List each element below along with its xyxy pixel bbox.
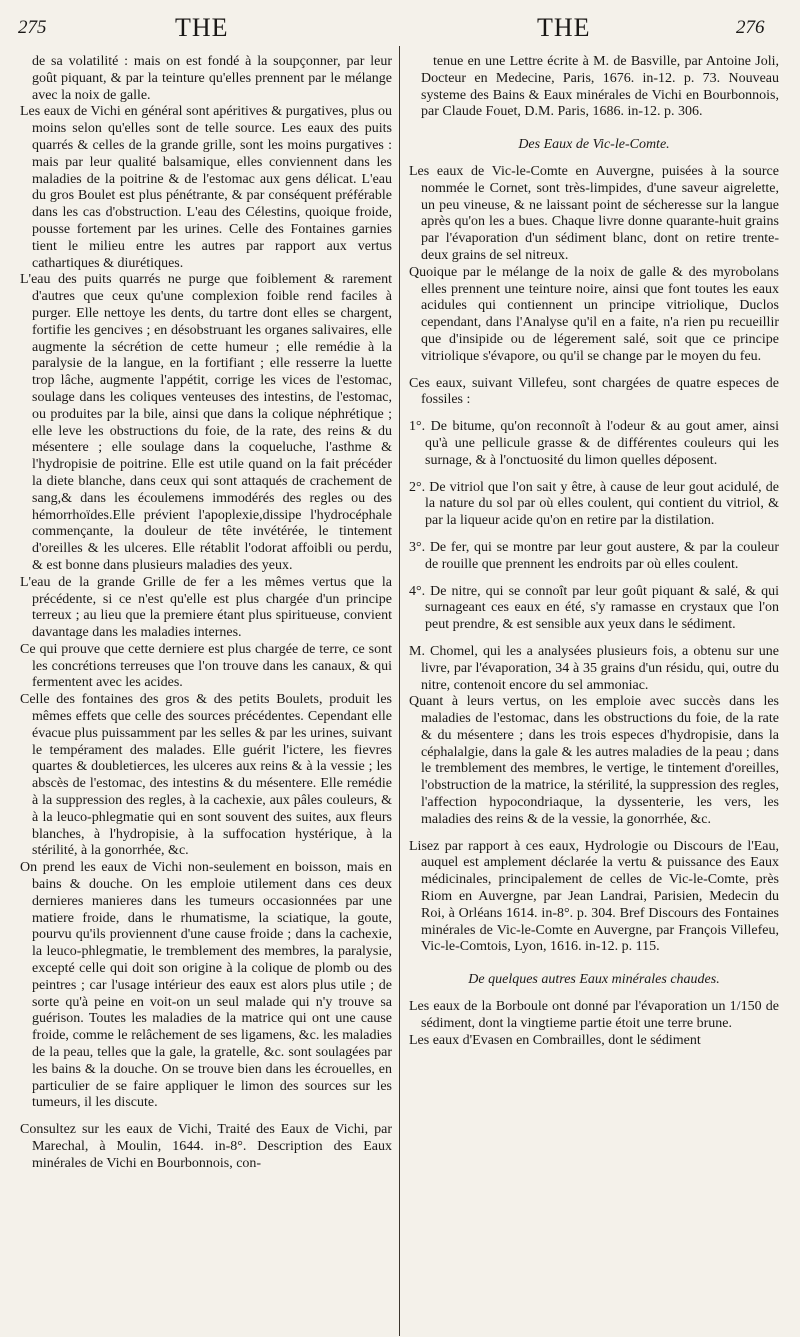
- right-paragraph: Les eaux d'Evasen en Combrailles, dont le sédiment: [409, 1032, 701, 1048]
- left-paragraph: Les eaux de Vichi en général sont apéritives & purgatives, plus ou moins selon qu'elles sont de telle source. Les eaux des puits quarrés & celles de la grande grille, sont les moins purgatives : mais par leur qualité balsamique, elles conviennent dans les maladies de la poitrine & de l'estomac aux gens délicat. L'eau du gros Boulet est plus pénétrante, & par conséquent préférable dans les cas d'obstruction. L'eau des Célestins, quoique froide, pousse fortement par les urines. Celle des Fontaines garnies tient le milieu entre les autres par rapport aux vertus cathartiques & diurétiques.: [20, 104, 392, 271]
- right-column: [409, 54, 779, 1049]
- right-paragraph: Ces eaux, suivant Villefeu, sont chargées de quatre especes de fossiles :: [409, 375, 779, 408]
- column-divider: [399, 46, 400, 1336]
- numbered-item: 1°. De bitume, qu'on reconnoît à l'odeur & au gout amer, ainsi qu'à une pellicule grasse & de différentes couleurs qui les surnage, & à l'onctuosité du limon quelles déposent.: [409, 419, 779, 468]
- right-running-title: THE: [537, 13, 591, 42]
- right-paragraph: Quoique par le mélange de la noix de galle & des myrobolans elles prennent une teinture noire, ainsi que font toutes les eaux acidules qui contiennent un principe vitriolique, Duclos cependant, dans l'Analyse qu'il en a faite, n'a rien pu recueillir que d'insipide ou de légerement salé, soit que ce principe vitriolique s'évapore, ou qu'il se change par le moyen du feu.: [409, 264, 779, 364]
- left-page-number: 275: [18, 17, 47, 38]
- left-paragraph: de sa volatilité : mais on est fondé à la soupçonner, par leur goût piquant, & par la teinture qu'elles prennent par le mélange avec la noix de galle.: [32, 54, 392, 103]
- left-paragraph: L'eau de la grande Grille de fer a les mêmes vertus que la précédente, si ce n'est qu'elle est plus chargée d'un principe terreux ; au lieu que la premiere étant plus spiritueuse, convient davantage dans les maladies internes.: [20, 574, 392, 641]
- left-paragraph: On prend les eaux de Vichi non-seulement en boisson, mais en bains & douche. On les emploie utilement dans ces deux dernieres manieres dans les tumeurs occasionnées par une matiere froide, dans le rhumatisme, la sciatique, la goute, pourvu qu'ils proviennent d'une cause froide ; dans la cachexie, la leuco-phlegmatie, le tremblement des membres, la paralysie, excepté celle qui doit son origine à la colique de plomb ou des peintres ; car l'usage intérieur des eaux est alors plus utile ; de sorte qu'à peine en voit-on un seul malade qui n'y trouve sa guérison. Toutes les maladies de la matrice qui ont une cause froide, comme le relâchement de ses ligamens, &c. les maladies de la peau, telles que la gale, la gratelle, &c. sont soulagées par les bains & la douche. On se trouve bien dans les écrouelles, en particulier de se faire appliquer le limon des sources sur les tumeurs, il les discute.: [20, 860, 392, 1111]
- left-running-title: THE: [175, 13, 229, 42]
- right-references: Lisez par rapport à ces eaux, Hydrologie ou Discours de l'Eau, auquel est amplement déclarée la vertu & puissance des Eaux médicinales, principalement de celles de Vic-le-Comte, près Riom en Auvergne, par Jean Landrai, Parisien, Medecin du Roi, à Orléans 1614. in-8°. p. 304. Bref Discours des Fontaines minérales de Vic-le-Comte en Auvergne, par François Villefeu, Vic-le-Comtois, Lyon, 1616. in-12. p. 115.: [409, 838, 779, 955]
- left-paragraph: Celle des fontaines des gros & des petits Boulets, produit les mêmes effets que celle des sources précédentes. Cependant elle évacue plus puissamment par les selles & par les urines, suivant le tempérament des malades. Elle guérit l'ictere, les fievres quartes & doubletierces, les ulceres aux reins & à la vessie ; les abscès de l'estomac, des intestins & du mésentere. Elle remédie à la suppression des regles, à la cachexie, aux pâles couleurs, & à la leuco-phlegmatie qui en sont souvent des suites, aux fleurs blanches, à l'hydropisie, à la suffocation hystérique, à la stérilité, à la gonorrhée, &c.: [20, 692, 392, 859]
- right-paragraph: Les eaux de Vic-le-Comte en Auvergne, puisées à la source nommée le Cornet, sont très-limpides, d'une saveur aigrelette, un peu vineuse, & ne laissant point de sécheresse sur la langue après qu'on les a bues. Chaque livre donne quarante-huit grains par l'évaporation d'un sédiment blanc, dont on retire trente-deux grains de sel nitreux.: [409, 163, 779, 263]
- left-references: Consultez sur les eaux de Vichi, Traité des Eaux de Vichi, par Marechal, à Moulin, 1644. in-8°. Description des Eaux minérales de Vichi en Bourbonnois, con-: [20, 1122, 392, 1171]
- numbered-item: 2°. De vitriol que l'on sait y être, à cause de leur gout acidulé, de la nature du sol par où elles coulent, qui contient du vitriol, & par la liqueur acide qu'on en retire par la distilation.: [409, 479, 779, 529]
- right-page-number: 276: [736, 17, 765, 38]
- numbered-item: 4°. De nitre, qui se connoît par leur goût piquant & salé, & qui surnageant ces eaux en été, s'y ramasse en crystaux que l'on peut prendre, & est sensible aux yeux dans le sédiment.: [409, 583, 779, 633]
- left-paragraph: Ce qui prouve que cette derniere est plus chargée de terre, ce sont les concrétions terreuses que l'on trouve dans les canaux, & qui fermentent avec les acides.: [20, 641, 392, 691]
- left-paragraph: L'eau des puits quarrés ne purge que foiblement & rarement d'autres que ceux qu'une complexion foible rend faciles à purger. Elle nettoye les dents, du tartre dont elles se chargent, fortifie les gencives ; en désobstruant les organes salivaires, elle augmente la sécrétion de cette humeur ; elle remédie à la paralysie de la langue, en la fortifiant ; elle resserre la luette trop lâche, augmente l'appétit, corrige les vices de l'estomac, soulage dans les coliques venteuses des intestins, de l'estomac, ou produites par la bile, ainsi que dans la colique néphrétique ; elle leve les obstructions du foie, de la rate, des reins & du mésentere ; elle soulage dans la coqueluche, l'asthme & l'hydropisie de poitrine. Elle est utile quand on la fait précéder la diete blanche, dans ceux qui sont attaqués de crachement de sang,& dans les écoulemens immodérés des regles ou des hémorrhoïdes.Elle prévient l'apoplexie,dissipe l'hydrocéphale commençante, la douleur de tête invétérée, le tintement d'oreilles & les ulceres. Elle rétablit l'odorat affoibli ou perdu, & est bonne dans plusieurs maladies des yeux.: [20, 272, 392, 573]
- right-paragraph: Les eaux de la Borboule ont donné par l'évaporation un 1/150 de sédiment, dont la vingtieme partie étoit une terre brune.: [409, 999, 779, 1031]
- left-column: [20, 54, 392, 1173]
- right-paragraph: Quant à leurs vertus, on les emploie avec succès dans les maladies de l'estomac, dans les obstructions du foie, de la rate & du mésentere ; dans les trois especes d'hydropisie, dans la céphalalgie, dans la gale & les autres maladies de la peau ; dans le tremblement des membres, le vertige, le tintement d'oreilles, l'obstruction de la matrice, la stérilité, la suppression des regles, l'affection hypocondriaque, la dyssenterie, les vers, les maladies des reins & de la vessie, la gonorrhée, &c.: [409, 694, 779, 827]
- section-heading: De quelques autres Eaux minérales chaudes.: [468, 972, 720, 988]
- right-paragraph: M. Chomel, qui les a analysées plusieurs fois, a obtenu sur une livre, par l'évaporation, 34 à 35 grains d'un résidu, qui, outre du nitre, contenoit encore du sel ammoniac.: [409, 643, 779, 693]
- section-heading: Des Eaux de Vic-le-Comte.: [518, 137, 670, 153]
- right-paragraph: tenue en une Lettre écrite à M. de Basville, par Antoine Joli, Docteur en Medecine, Paris, 1676. in-12. p. 73. Nouveau systeme des Bains & Eaux minérales de Vichi en Bourbonnois, par Claude Fouet, D.M. Paris, 1686. in-12. p. 306.: [421, 54, 779, 120]
- numbered-item: 3°. De fer, qui se montre par leur gout austere, & par la couleur de rouille que prennent les endroits par où elles coulent.: [409, 539, 779, 572]
